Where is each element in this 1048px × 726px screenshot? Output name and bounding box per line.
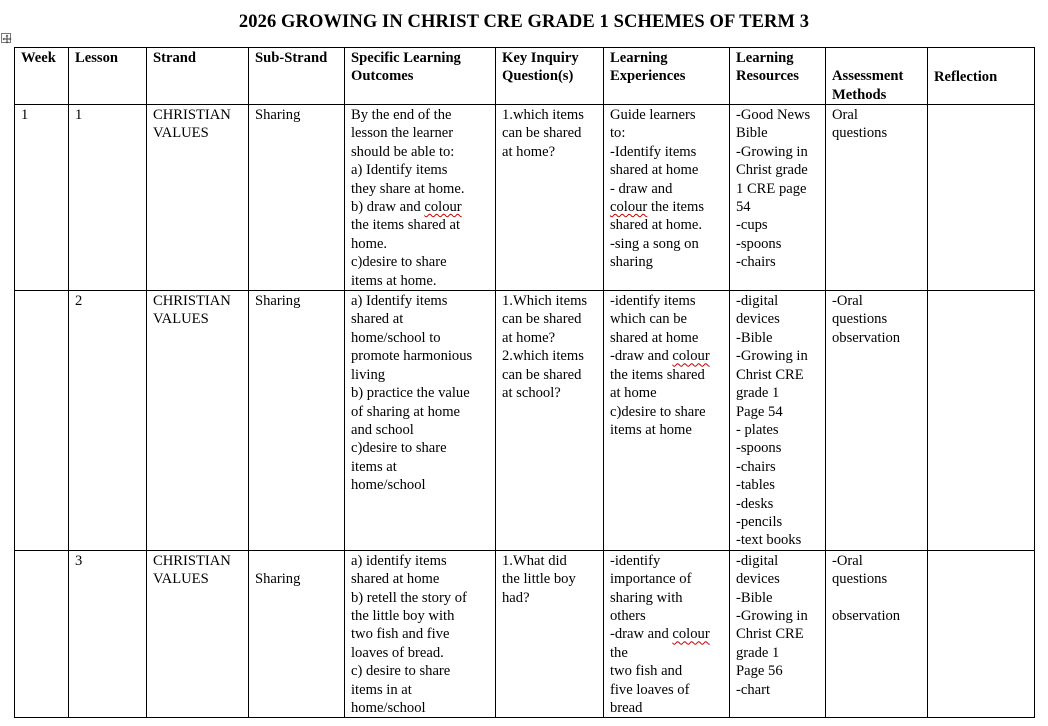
cell-assessment: -Oral questions observation (826, 291, 928, 551)
cell-inquiry: 1.What did the little boy had? (496, 550, 604, 718)
cell-week: 1 (15, 105, 69, 291)
cell-resources: -Good News Bible -Growing in Christ grade 1 CRE page 54 -cups -spoons -chairs (730, 105, 826, 291)
header-reflection: Reflection (928, 48, 1035, 105)
cell-outcomes: a) identify items shared at home b) retell the story of the little boy with two fish and five loaves of bread. c) desire to share items in at home/school (345, 550, 496, 718)
experiences-text: -identify items which can be shared at home -draw and (610, 293, 699, 365)
cell-resources: -digital devices -Bible -Growing in Christ CRE grade 1 Page 56 -chart (730, 550, 826, 718)
cell-strand: CHRISTIAN VALUES (147, 550, 249, 718)
experiences-text: -identify importance of sharing with others -draw and (610, 552, 692, 643)
scheme-of-work-table (14, 47, 1035, 718)
cell-strand: CHRISTIAN VALUES (147, 105, 249, 291)
experiences-text: the items shared at home. -sing a song on sharing (610, 199, 705, 271)
experiences-text: Guide learners to: -Identify items shared at home - draw and (610, 107, 699, 197)
cell-sub-strand: Sharing (249, 550, 345, 718)
header-experiences: Learning Experiences (604, 48, 730, 105)
cell-sub-strand: Sharing (249, 105, 345, 291)
cell-assessment: -Oral questions observation (826, 550, 928, 718)
document-title: 2026 GROWING IN CHRIST CRE GRADE 1 SCHEMES OF TERM 3 (238, 12, 810, 32)
cell-reflection[interactable] (928, 105, 1035, 291)
header-resources: Learning Resources (730, 48, 826, 105)
spelling-flag[interactable]: colour (610, 199, 648, 216)
cell-resources: -digital devices -Bible -Growing in Christ CRE grade 1 Page 54 - plates -spoons -chairs -tables -desks -pencils -text books (730, 291, 826, 551)
cell-lesson: 1 (69, 105, 147, 291)
header-sub-strand: Sub-Strand (249, 48, 345, 105)
header-week: Week (15, 48, 69, 105)
spelling-flag[interactable]: colour (424, 199, 462, 216)
header-lesson: Lesson (69, 48, 147, 105)
cell-inquiry: 1.which items can be shared at home? (496, 105, 604, 291)
table-row (15, 550, 1035, 718)
cell-reflection[interactable] (928, 550, 1035, 718)
outcomes-text: By the end of the lesson the learner should be able to: a) Identify items they share at home. b) draw and (351, 107, 465, 216)
header-inquiry: Key Inquiry Question(s) (496, 48, 604, 105)
cell-experiences (604, 550, 730, 718)
cell-experiences (604, 291, 730, 551)
table-header-row (15, 48, 1035, 105)
cell-sub-strand: Sharing (249, 291, 345, 551)
cell-week (15, 550, 69, 718)
table-row (15, 291, 1035, 551)
cell-lesson: 3 (69, 550, 147, 718)
cell-week (15, 291, 69, 551)
cell-experiences (604, 105, 730, 291)
spelling-flag[interactable]: colour (672, 626, 710, 643)
cell-assessment: Oral questions (826, 105, 928, 291)
table-row (15, 105, 1035, 291)
cell-lesson: 2 (69, 291, 147, 551)
header-outcomes: Specific Learning Outcomes (345, 48, 496, 105)
table-move-handle-icon[interactable] (1, 33, 11, 43)
cell-strand: CHRISTIAN VALUES (147, 291, 249, 551)
header-assessment: Assessment Methods (826, 48, 928, 105)
outcomes-text: the items shared at home. c)desire to share items at home. (351, 217, 461, 289)
cell-outcomes (345, 105, 496, 291)
spelling-flag[interactable]: colour (672, 348, 710, 365)
experiences-text: the items shared at home c)desire to share items at home (610, 366, 706, 438)
header-strand: Strand (147, 48, 249, 105)
cell-inquiry: 1.Which items can be shared at home? 2.which items can be shared at school? (496, 291, 604, 551)
cell-outcomes: a) Identify items shared at home/school to promote harmonious living b) practice the value of sharing at home and school c)desire to share items at home/school (345, 291, 496, 551)
cell-reflection[interactable] (928, 291, 1035, 551)
experiences-text: the two fish and five loaves of bread (610, 644, 690, 716)
